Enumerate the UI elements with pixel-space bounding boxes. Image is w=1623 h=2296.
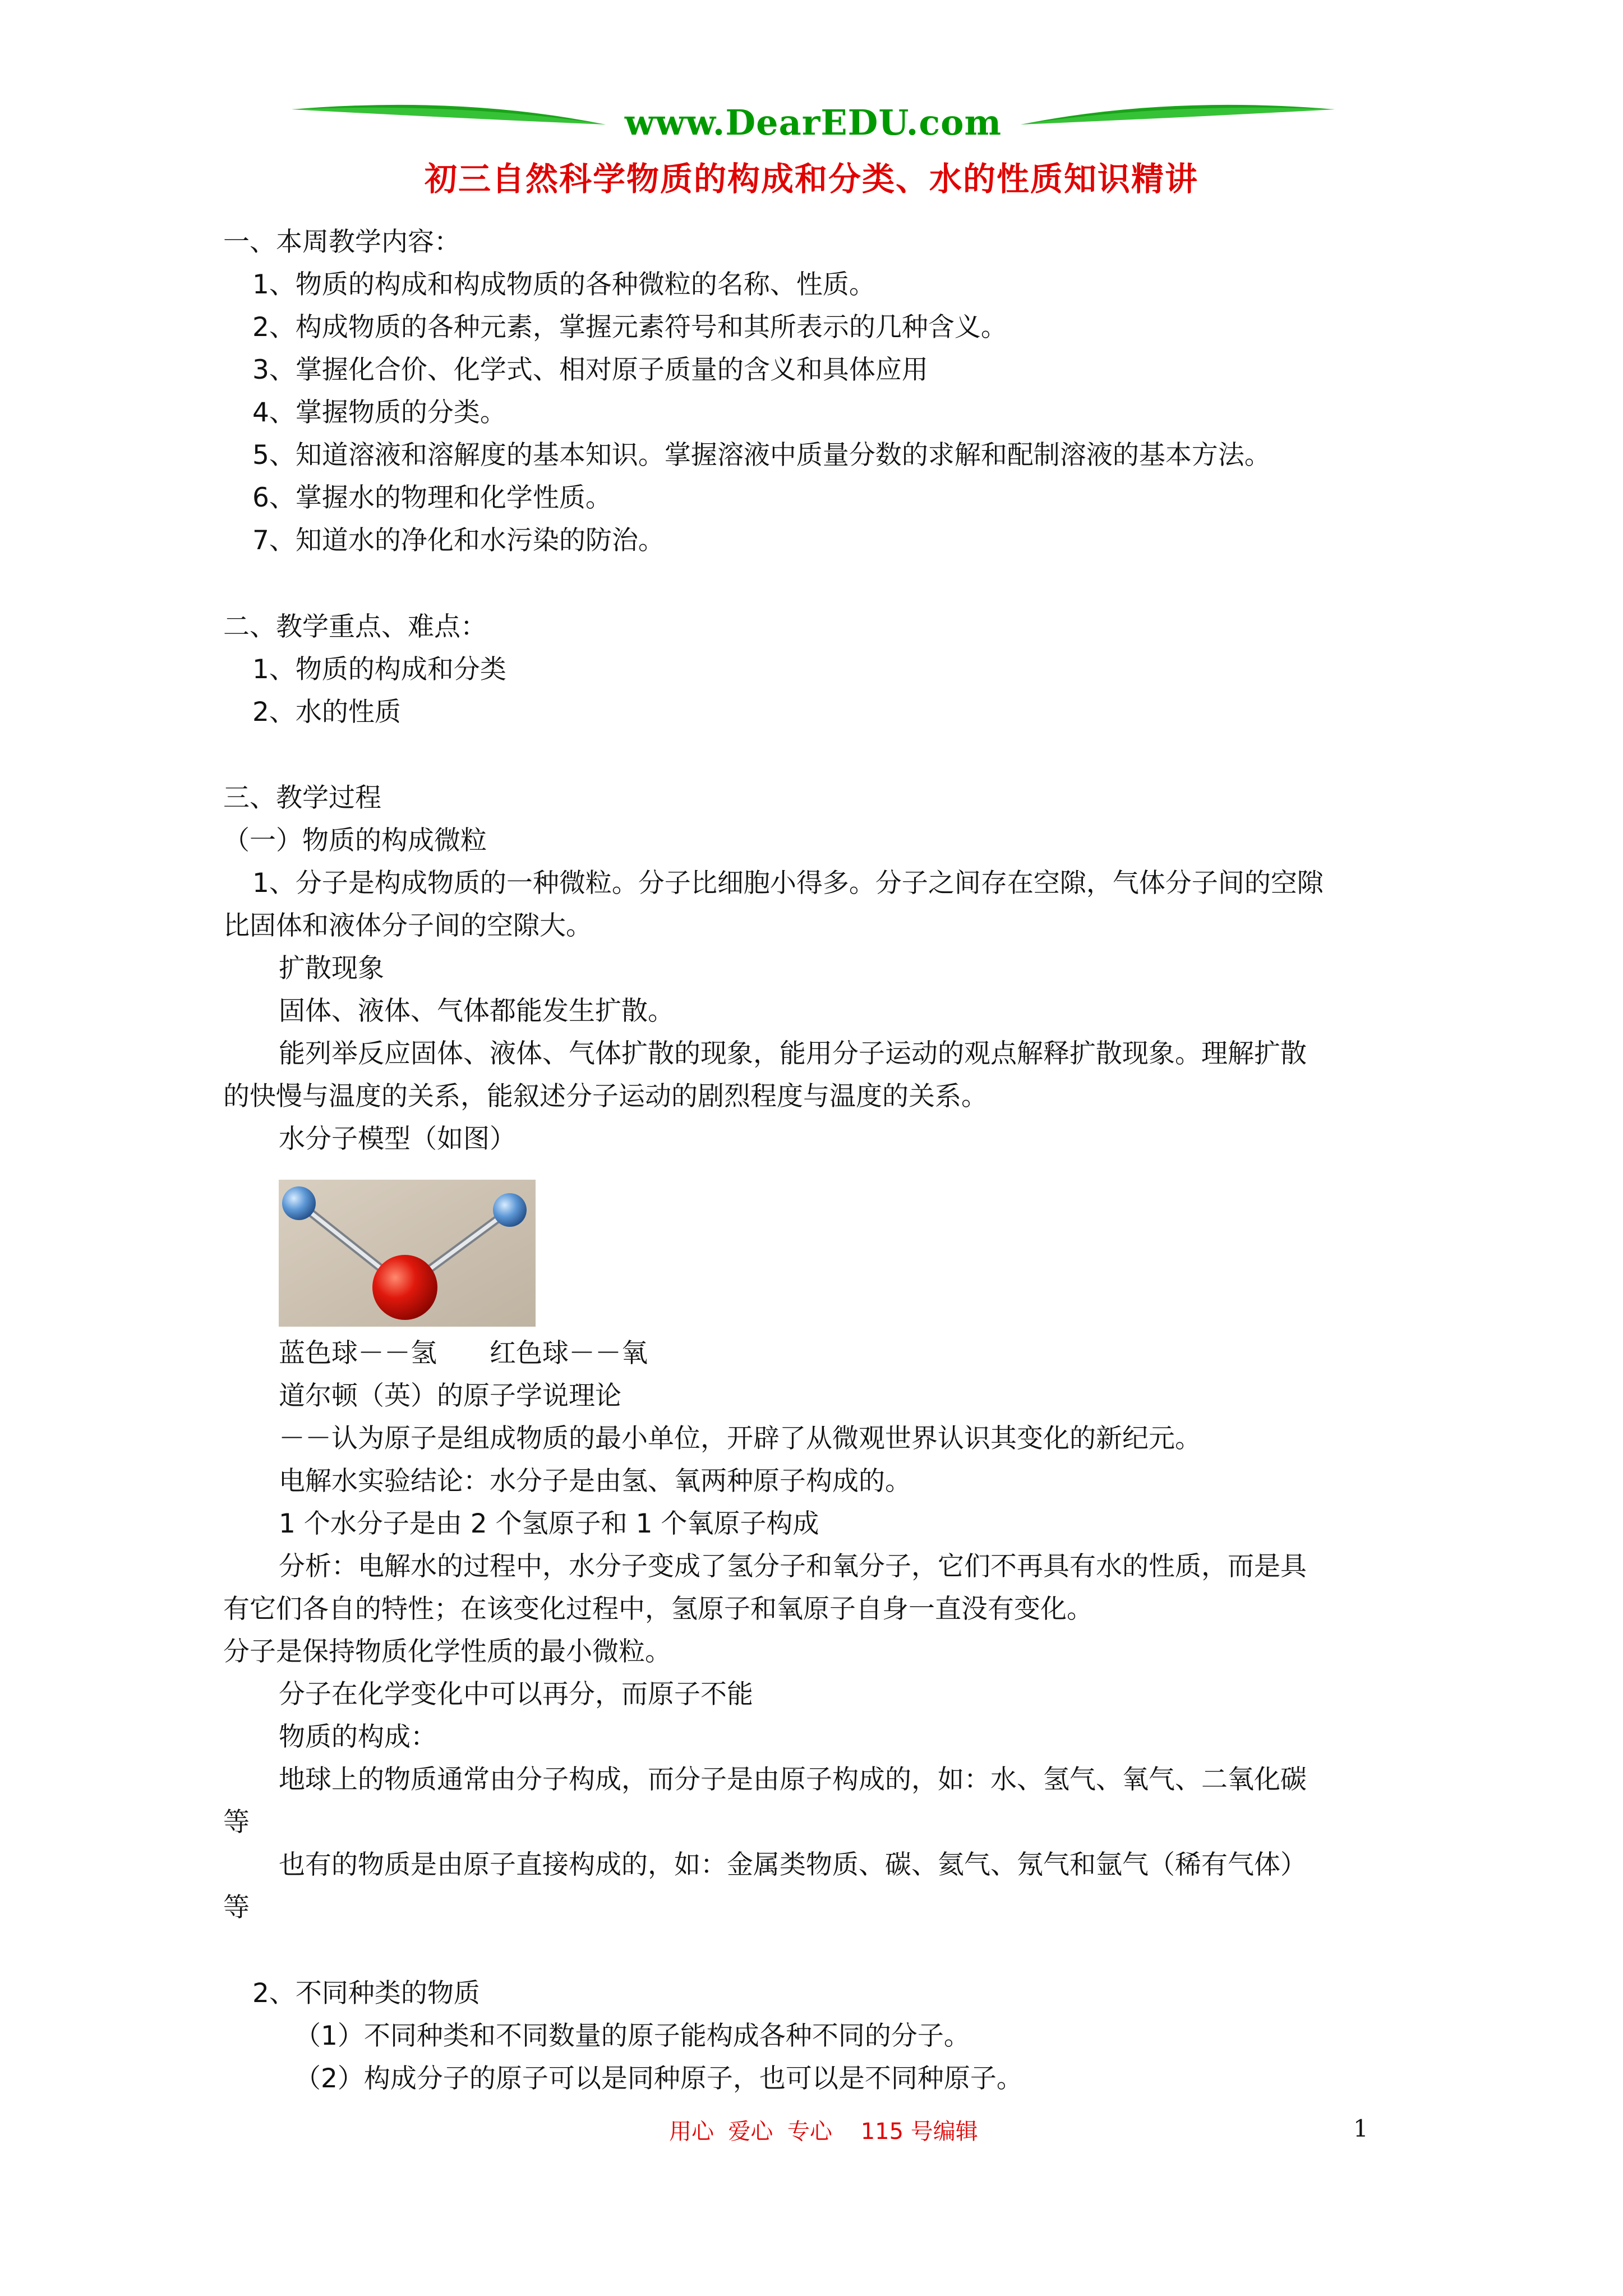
text-line: 1、物质的构成和构成物质的各种微粒的名称、性质。 [252, 269, 875, 300]
text-line: 1、分子是构成物质的一种微粒。分子比细胞小得多。分子之间存在空隙，气体分子间的空隙 [252, 868, 1324, 899]
water-molecule-image [279, 1180, 536, 1327]
page-number: 1 [1353, 2115, 1368, 2142]
text-line: 5、知道溶液和溶解度的基本知识。掌握溶液中质量分数的求解和配制溶液的基本方法。 [252, 440, 1271, 471]
text-line: 等 [223, 1892, 250, 1923]
text-line: 也有的物质是由原子直接构成的，如：金属类物质、碳、氦气、氖气和氩气（稀有气体） [279, 1849, 1307, 1880]
text-line: 分析：电解水的过程中，水分子变成了氢分子和氧分子，它们不再具有水的性质，而是具 [279, 1551, 1307, 1582]
text-line: 物质的构成： [279, 1722, 437, 1752]
text-line: 地球上的物质通常由分子构成，而分子是由原子构成的，如：水、氢气、氧气、二氧化碳 [279, 1764, 1307, 1795]
text-line: 4、掌握物质的分类。 [252, 397, 506, 428]
text-line: 7、知道水的净化和水污染的防治。 [252, 525, 665, 556]
oxygen-atom [372, 1255, 437, 1320]
subsection-heading: （一）物质的构成微粒 [223, 825, 487, 856]
text-line: 的快慢与温度的关系，能叙述分子运动的剧烈程度与温度的关系。 [223, 1081, 988, 1112]
text-line: 分子是保持物质化学性质的最小微粒。 [223, 1636, 671, 1667]
section-heading: 二、教学重点、难点： [223, 611, 487, 642]
site-logo-text: www.DearEDU.com [624, 102, 1002, 143]
text-line: （1）不同种类和不同数量的原子能构成各种不同的分子。 [294, 2021, 970, 2051]
text-line: 1、物质的构成和分类 [252, 654, 506, 685]
text-line: 蓝色球－－氢 红色球－－氧 [279, 1338, 648, 1369]
text-line: 固体、液体、气体都能发生扩散。 [279, 996, 674, 1027]
text-line: 有它们各自的特性；在该变化过程中，氢原子和氧原子自身一直没有变化。 [223, 1594, 1093, 1625]
text-line: －－认为原子是组成物质的最小单位，开辟了从微观世界认识其变化的新纪元。 [279, 1423, 1201, 1454]
hydrogen-atom [282, 1186, 316, 1220]
text-line: 3、掌握化合价、化学式、相对原子质量的含义和具体应用 [252, 355, 928, 385]
text-line: 6、掌握水的物理和化学性质。 [252, 482, 612, 513]
section-heading: 一、本周教学内容： [223, 227, 460, 257]
text-line: 2、构成物质的各种元素，掌握元素符号和其所表示的几种含义。 [252, 312, 1007, 343]
site-header [292, 95, 1335, 146]
section-heading: 三、教学过程 [223, 783, 381, 813]
text-line: 水分子模型（如图） [279, 1124, 516, 1154]
document-title: 初三自然科学物质的构成和分类、水的性质知识精讲 [424, 160, 1198, 198]
text-line: 2、水的性质 [252, 697, 401, 728]
text-line: 2、不同种类的物质 [252, 1978, 480, 2009]
page-footer: 用心 爱心 专心 115 号编辑 [669, 2119, 978, 2145]
text-line: 能列举反应固体、液体、气体扩散的现象，能用分子运动的观点解释扩散现象。理解扩散 [279, 1038, 1307, 1069]
hydrogen-atom [493, 1193, 527, 1227]
text-line: 电解水实验结论：水分子是由氢、氧两种原子构成的。 [279, 1466, 911, 1497]
text-line: 扩散现象 [279, 953, 384, 984]
text-line: （2）构成分子的原子可以是同种原子，也可以是不同种原子。 [294, 2063, 1023, 2094]
text-line: 比固体和液体分子间的空隙大。 [223, 910, 592, 941]
text-line: 1 个水分子是由 2 个氢原子和 1 个氧原子构成 [279, 1508, 819, 1539]
text-line: 等 [223, 1807, 250, 1838]
text-line: 分子在化学变化中可以再分，而原子不能 [279, 1679, 753, 1710]
text-line: 道尔顿（英）的原子学说理论 [279, 1381, 621, 1411]
